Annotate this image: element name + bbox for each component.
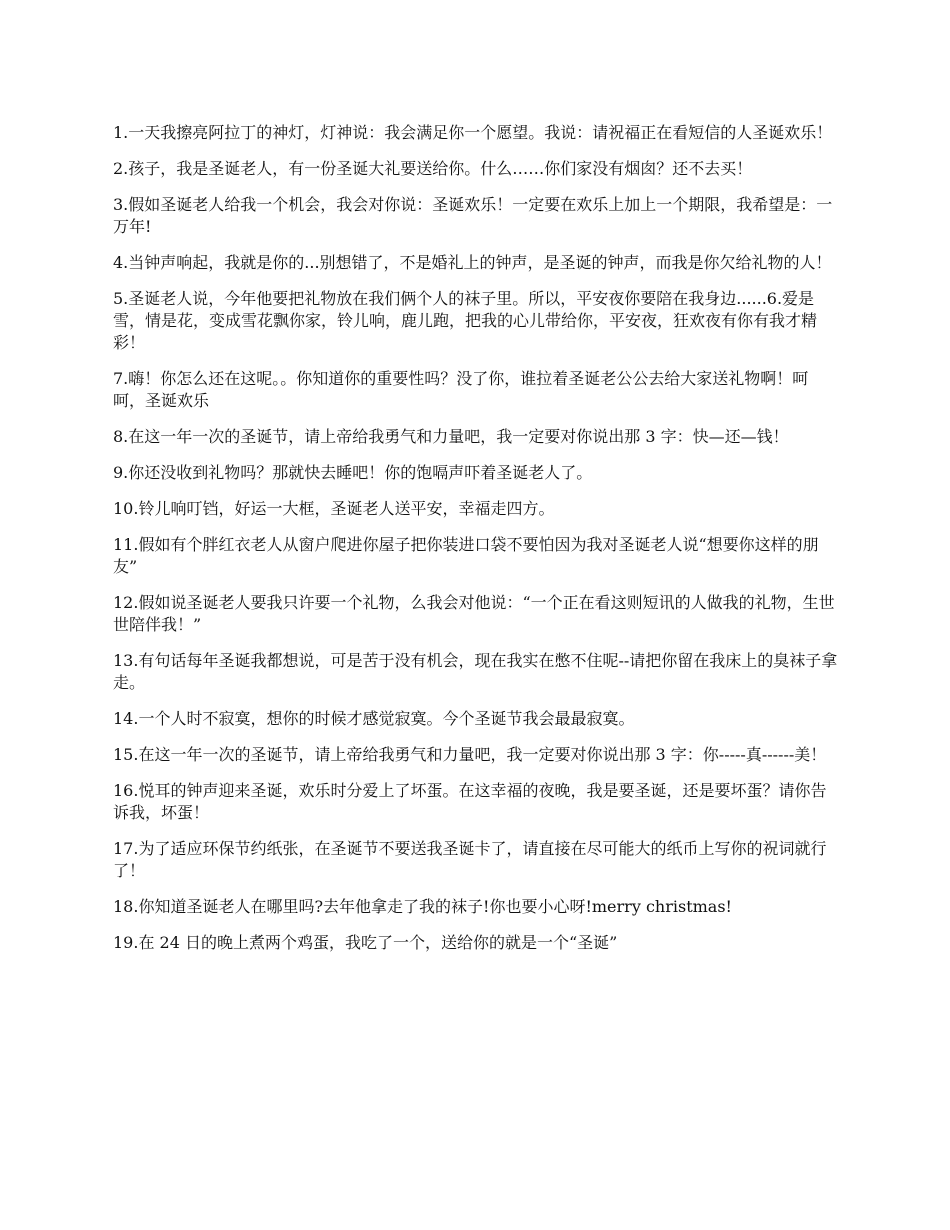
paragraph-5: 5.圣诞老人说，今年他要把礼物放在我们俩个人的袜子里。所以，平安夜你要陪在我身边......6.爱是雪，情是花，变成雪花飘你家，铃儿响，鹿儿跑，把我的心儿带给你，平安夜，狂欢夜有你有我才精彩！ <box>113 289 818 352</box>
document-body <box>113 122 840 968</box>
paragraph-16: 16.悦耳的钟声迎来圣诞，欢乐时分爱上了坏蛋。在这幸福的夜晚，我是要圣诞，还是要坏蛋？请你告诉我，坏蛋！ <box>113 781 827 822</box>
paragraph-2: 2.孩子，我是圣诞老人，有一份圣诞大礼要送给你。什么……你们家没有烟囱？还不去买！ <box>113 159 753 178</box>
paragraph-19: 19.在 24 日的晚上煮两个鸡蛋，我吃了一个，送给你的就是一个“圣诞” <box>113 933 618 952</box>
paragraph-3: 3.假如圣诞老人给我一个机会，我会对你说：圣诞欢乐！一定要在欢乐上加上一个期限，我希望是：一万年! <box>113 195 833 236</box>
paragraph-12: 12.假如说圣诞老人要我只许要一个礼物，么我会对他说：“一个正在看这则短讯的人做我的礼物，生世世陪伴我！” <box>113 593 835 634</box>
paragraph-11: 11.假如有个胖红衣老人从窗户爬进你屋子把你装进口袋不要怕因为我对圣诞老人说“想要你这样的朋友” <box>113 535 819 576</box>
paragraph-4: 4.当钟声响起，我就是你的...别想错了，不是婚礼上的钟声，是圣诞的钟声，而我是你欠给礼物的人！ <box>113 253 832 272</box>
paragraph-7: 7.嗨！你怎么还在这呢。。你知道你的重要性吗？没了你，谁拉着圣诞老公公去给大家送礼物啊！呵呵，圣诞欢乐 <box>113 369 809 410</box>
paragraph-1: 1.一天我擦亮阿拉丁的神灯，灯神说：我会满足你一个愿望。我说：请祝福正在看短信的人圣诞欢乐！ <box>113 123 833 142</box>
paragraph-14: 14.一个人时不寂寞，想你的时候才感觉寂寞。今个圣诞节我会最最寂寞。 <box>113 709 635 728</box>
paragraph-15: 15.在这一年一次的圣诞节，请上帝给我勇气和力量吧，我一定要对你说出那 3 字：你-----真------美！ <box>113 745 827 764</box>
paragraph-9: 9.你还没收到礼物吗？那就快去睡吧！你的饱嗝声吓着圣诞老人了。 <box>113 463 593 482</box>
paragraph-10: 10.铃儿响叮铛，好运一大框，圣诞老人送平安，幸福走四方。 <box>113 499 555 518</box>
paragraph-18: 18.你知道圣诞老人在哪里吗?去年他拿走了我的袜子!你也要小心呀!merry christmas! <box>113 897 732 916</box>
paragraph-17: 17.为了适应环保节约纸张，在圣诞节不要送我圣诞卡了，请直接在尽可能大的纸币上写你的祝词就行了！ <box>113 839 827 880</box>
paragraph-8: 8.在这一年一次的圣诞节，请上帝给我勇气和力量吧，我一定要对你说出那 3 字：快—还—钱！ <box>113 427 789 446</box>
paragraph-13: 13.有句话每年圣诞我都想说，可是苦于没有机会，现在我实在憋不住呢--请把你留在我床上的臭袜子拿走。 <box>113 651 838 692</box>
